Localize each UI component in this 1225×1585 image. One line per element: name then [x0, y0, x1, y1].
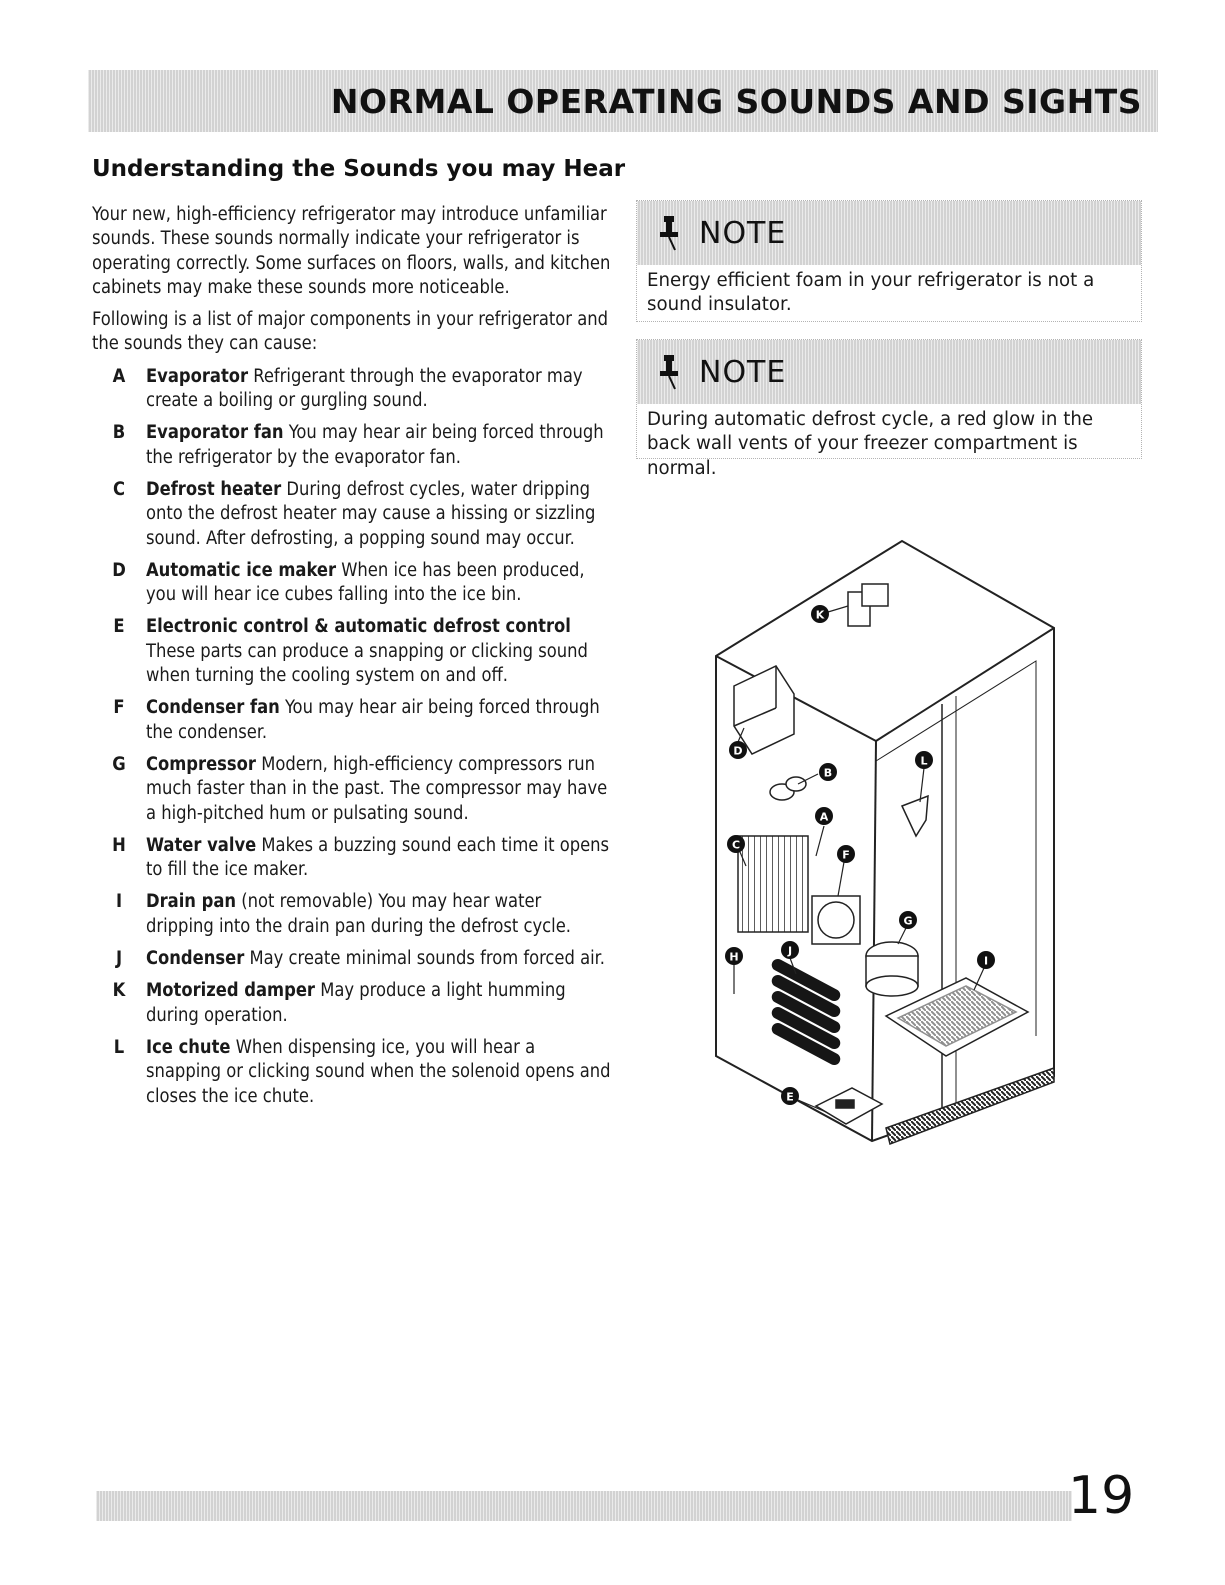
- svg-text:I: I: [983, 954, 989, 968]
- intro-paragraph: Your new, high-efficiency refrigerator may introduce unfamiliar sounds. These sounds normally indicate your refrigerator is operating correctly. Some surfaces on floors, walls, and kitchen cabinets may make these sounds more noticeable.: [92, 204, 611, 298]
- callout-e: [781, 1087, 799, 1105]
- component-name: Evaporator: [146, 365, 249, 387]
- page-number: 19: [1068, 1466, 1135, 1526]
- condenser-fan: [812, 896, 860, 944]
- list-item: [92, 947, 612, 971]
- list-item: [92, 478, 612, 551]
- condenser-coil: [770, 957, 843, 1067]
- note-text: Energy efficient foam in your refrigerator is not a sound insulator.: [647, 270, 1095, 316]
- component-name: Automatic ice maker: [146, 559, 337, 581]
- component-description: During defrost cycles, water dripping onto the defrost heater may cause a hissing or sizzling sound. After defrosting, a popping sound may occur.: [146, 478, 596, 549]
- list-item: [92, 421, 612, 470]
- pushpin-icon: [655, 353, 683, 391]
- component-name: Condenser: [146, 948, 245, 970]
- component-letter: A: [112, 365, 126, 387]
- motorized-damper: [848, 584, 888, 626]
- component-name: Ice chute: [146, 1036, 231, 1058]
- note-box: [636, 339, 1142, 479]
- component-name: Defrost heater: [146, 478, 282, 500]
- list-item: [92, 1036, 612, 1109]
- component-letter: D: [112, 559, 126, 581]
- section-heading: Understanding the Sounds you may Hear: [92, 156, 626, 182]
- svg-text:K: K: [815, 608, 825, 622]
- footer-bar: [96, 1491, 1072, 1521]
- svg-text:J: J: [787, 944, 793, 958]
- component-letter: G: [112, 753, 126, 775]
- svg-text:G: G: [903, 914, 913, 928]
- component-description: These parts can produce a snapping or clicking sound when turning the cooling system on and off.: [146, 640, 588, 687]
- component-description: You may hear air being forced through the condenser.: [146, 697, 600, 743]
- callout-g: [899, 911, 917, 929]
- svg-text:A: A: [819, 810, 829, 824]
- component-description: When dispensing ice, you will hear a snapping or clicking sound when the solenoid opens and closes the ice chute.: [146, 1036, 611, 1107]
- callout-k: [811, 605, 829, 623]
- svg-text:H: H: [729, 950, 739, 964]
- note-title: NOTE: [699, 215, 787, 251]
- callout-f: [837, 845, 855, 863]
- component-letter: C: [112, 478, 125, 500]
- list-item: [92, 615, 612, 688]
- bottom-grill: [886, 1068, 1054, 1144]
- note-box: [636, 200, 1142, 322]
- callout-j: [781, 941, 799, 959]
- svg-text:D: D: [733, 744, 743, 758]
- component-letter: L: [113, 1036, 125, 1058]
- component-description: Modern, high-efficiency compressors run much faster than in the past. The compressor may have a high-pitched hum or pulsating sound.: [146, 753, 608, 824]
- page-title: NORMAL OPERATING SOUNDS AND SIGHTS: [330, 81, 1142, 121]
- compressor: [866, 942, 918, 996]
- note-header: [637, 340, 1141, 404]
- callout-d: [729, 741, 747, 759]
- refrigerator-diagram: [676, 516, 1096, 1166]
- component-name: Drain pan: [146, 891, 237, 913]
- ice-chute: [902, 796, 928, 836]
- callout-l: [915, 751, 933, 769]
- intro-column: [92, 203, 612, 1117]
- component-name: Motorized damper: [146, 980, 315, 1002]
- svg-text:L: L: [920, 754, 928, 768]
- note-header: [637, 201, 1141, 265]
- evaporator-fan: [770, 777, 806, 800]
- svg-text:B: B: [823, 766, 833, 780]
- component-name: Evaporator fan: [146, 422, 284, 444]
- list-item: [92, 696, 612, 745]
- list-item: [92, 559, 612, 608]
- component-letter: H: [112, 834, 126, 856]
- component-letter: K: [112, 980, 126, 1002]
- header-bar: [88, 70, 1158, 132]
- callout-a: [815, 807, 833, 825]
- ice-maker: [734, 666, 794, 754]
- component-name: Condenser fan: [146, 697, 280, 719]
- component-name: Water valve: [146, 834, 257, 856]
- component-description: (not removable) You may hear water dripping into the drain pan during the defrost cycle.: [146, 891, 571, 937]
- component-name: Electronic control & automatic defrost control: [146, 616, 571, 638]
- component-description: When ice has been produced, you will hear ice cubes falling into the ice bin.: [146, 559, 585, 606]
- component-letter: E: [113, 616, 125, 638]
- note-title: NOTE: [699, 354, 787, 390]
- component-description: Makes a buzzing sound each time it opens to fill the ice maker.: [146, 834, 610, 881]
- component-name: Compressor: [146, 753, 256, 775]
- callout-h: [725, 947, 743, 965]
- component-description: May produce a light humming during operation.: [146, 980, 566, 1026]
- component-description: You may hear air being forced through the refrigerator by the evaporator fan.: [146, 422, 604, 468]
- list-item: [92, 365, 612, 414]
- note-text: During automatic defrost cycle, a red glow in the back wall vents of your freezer compartment is normal.: [647, 409, 1094, 479]
- components-list: [92, 365, 612, 1109]
- svg-text:C: C: [731, 838, 741, 852]
- list-item: [92, 753, 612, 826]
- component-letter: F: [113, 697, 125, 719]
- intro-paragraph: Following is a list of major components in your refrigerator and the sounds they can cause:: [92, 309, 609, 355]
- component-letter: J: [115, 948, 123, 970]
- svg-text:F: F: [842, 848, 850, 862]
- component-description: Refrigerant through the evaporator may create a boiling or gurgling sound.: [146, 365, 583, 412]
- component-letter: I: [115, 891, 123, 913]
- list-item: [92, 979, 612, 1028]
- callout-i: [977, 951, 995, 969]
- evaporator-coil: [738, 836, 808, 932]
- list-item: [92, 890, 612, 939]
- component-description: May create minimal sounds from forced air.: [249, 948, 605, 970]
- svg-text:E: E: [786, 1090, 794, 1104]
- list-item: [92, 834, 612, 883]
- callout-b: [819, 763, 837, 781]
- component-letter: B: [112, 422, 126, 444]
- callout-c: [727, 835, 745, 853]
- pushpin-icon: [655, 214, 683, 252]
